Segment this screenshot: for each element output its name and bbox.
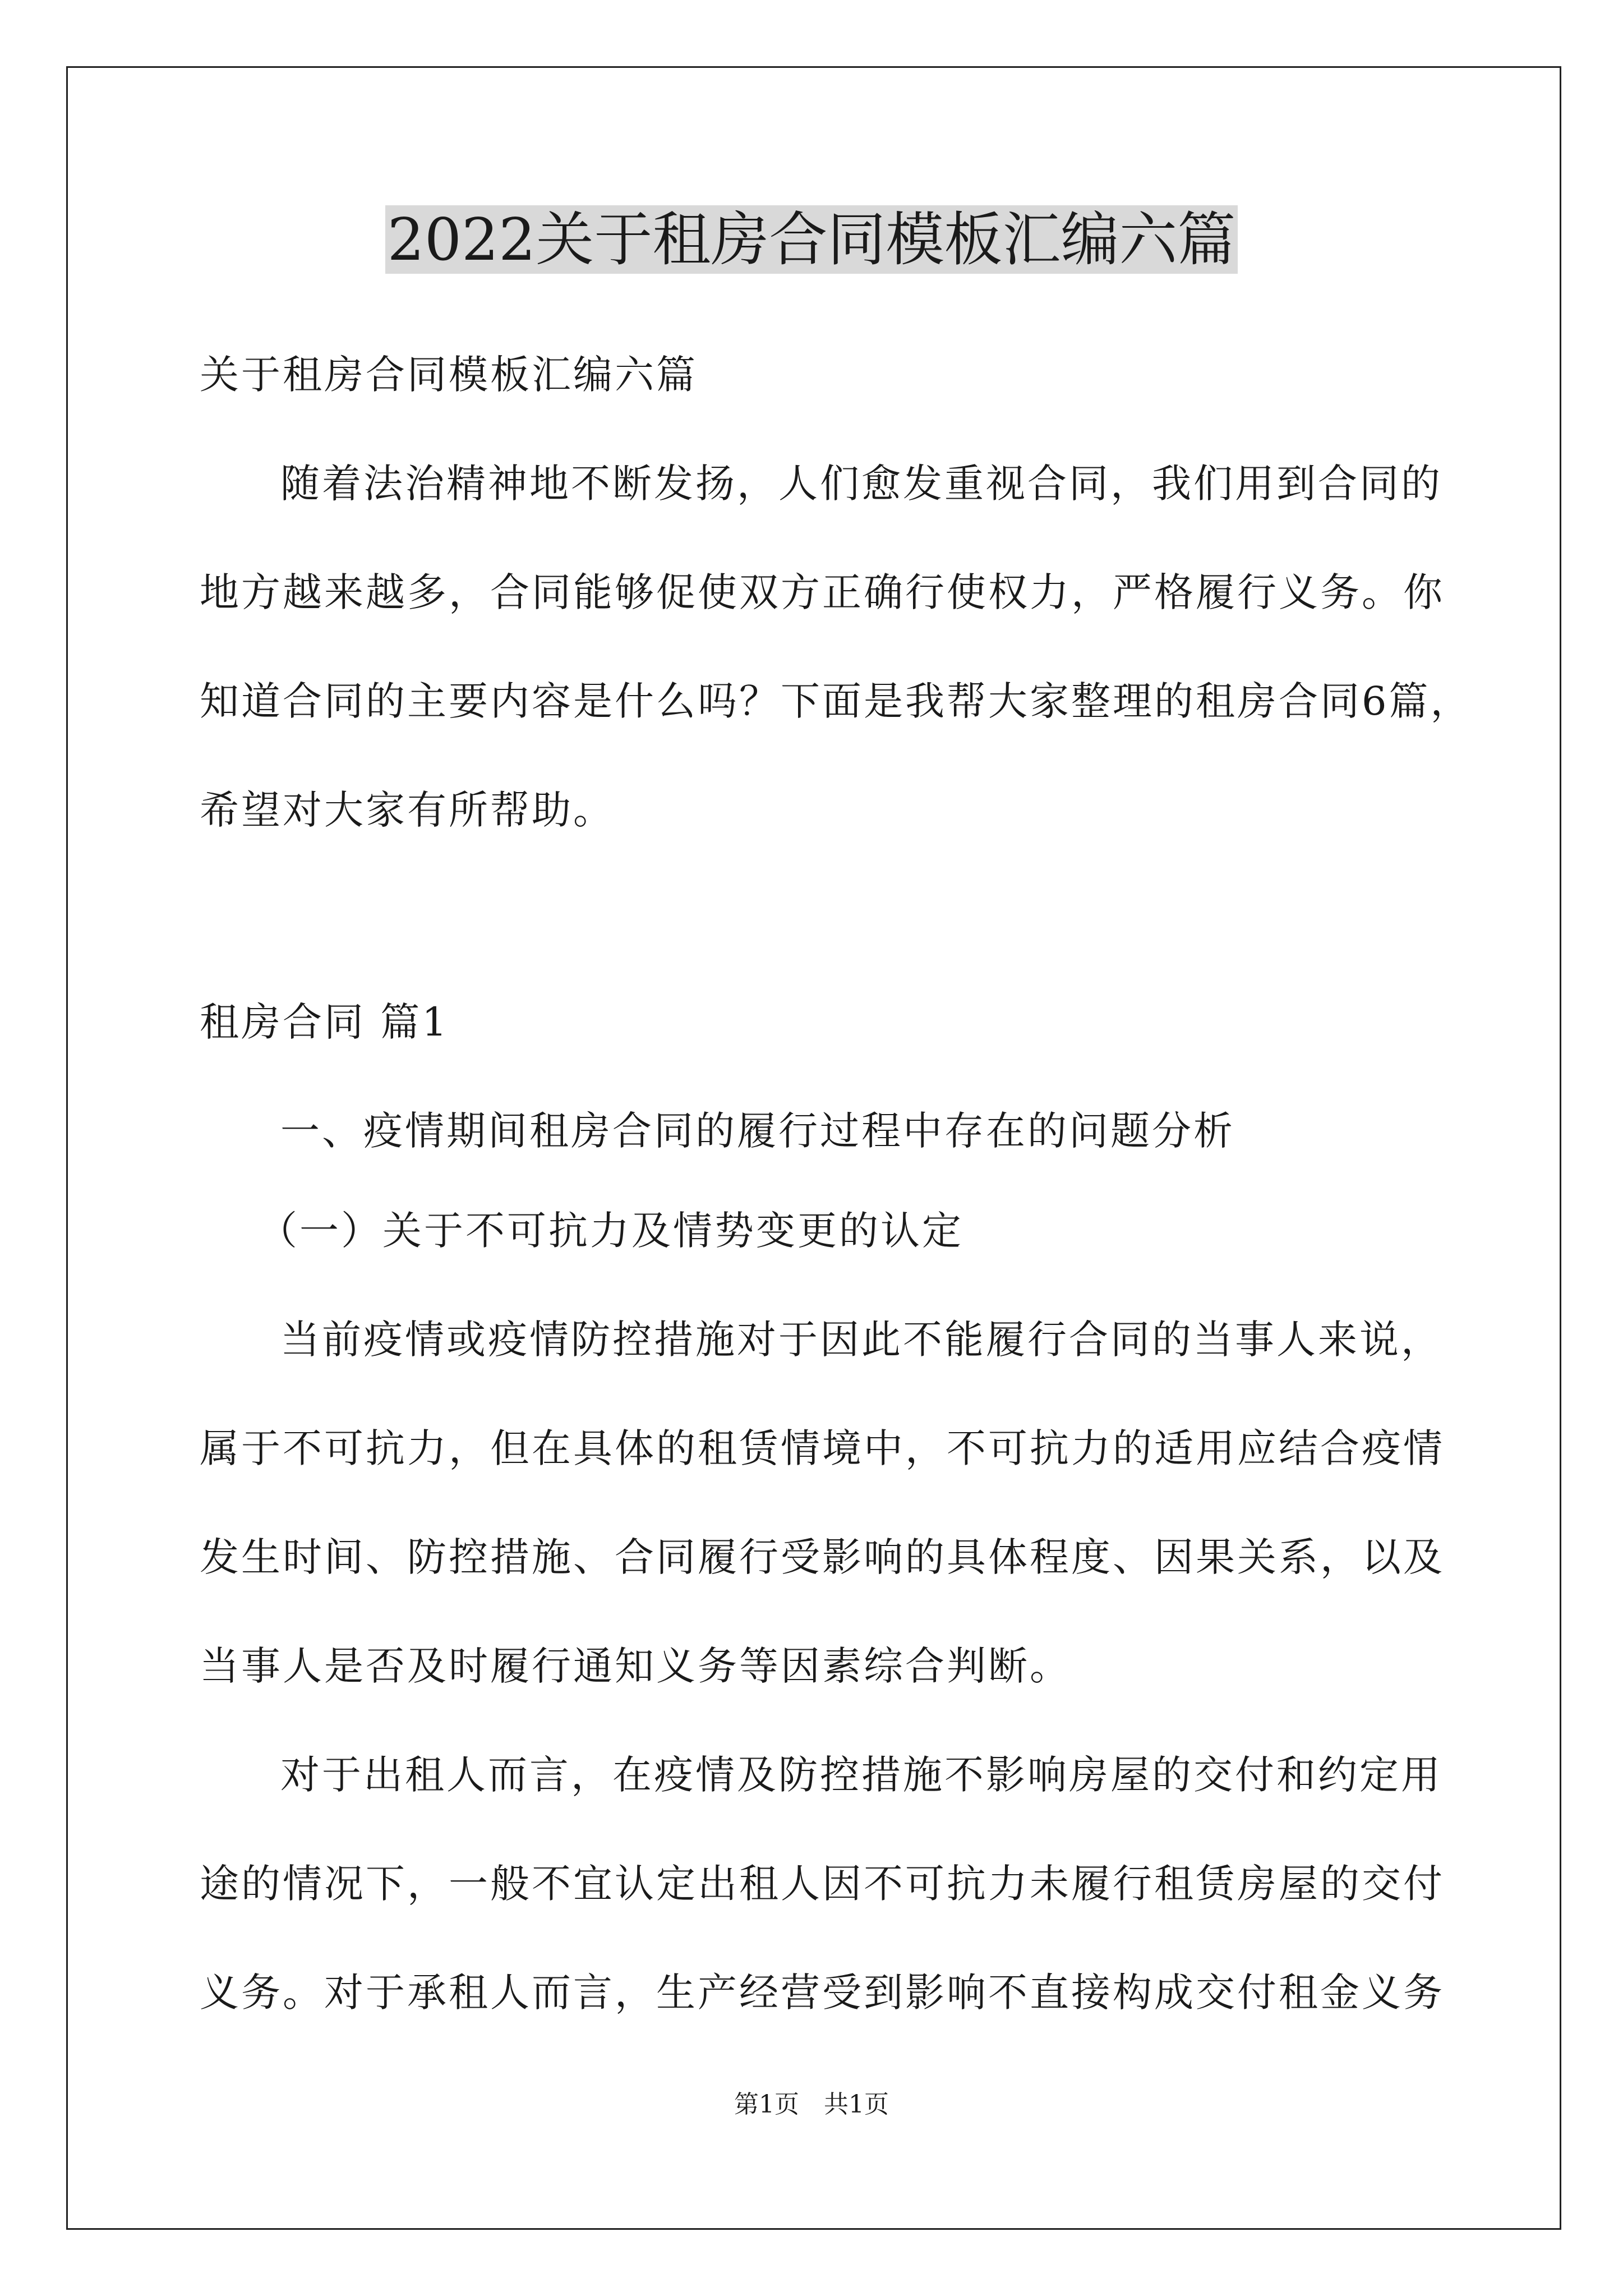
paragraph-line: 对于出租人而言，在疫情及防控措施不影响房屋的交付和约定用 <box>280 1752 1442 1798</box>
paragraph-line: 属于不可抗力，但在具体的租赁情境中，不可抗力的适用应结合疫情 <box>200 1425 1445 1471</box>
intro-line: 地方越来越多，合同能够促使双方正确行使权力，严格履行义务。你 <box>200 569 1445 615</box>
paragraph-line: 发生时间、防控措施、合同履行受影响的具体程度、因果关系，以及 <box>200 1534 1445 1580</box>
sub-heading: （一）关于不可抗力及情势变更的认定 <box>258 1208 963 1254</box>
subtitle: 关于租房合同模板汇编六篇 <box>200 352 698 398</box>
section-heading: 租房合同 篇1 <box>200 999 449 1045</box>
paragraph-line: 义务。对于承租人而言，生产经营受到影响不直接构成交付租金义务 <box>200 1970 1445 2016</box>
document-title-text: 2022关于租房合同模板汇编六篇 <box>385 205 1238 274</box>
intro-line: 知道合同的主要内容是什么吗？下面是我帮大家整理的租房合同6篇， <box>200 678 1472 724</box>
document-title <box>0 197 1623 282</box>
paragraph-line: 当前疫情或疫情防控措施对于因此不能履行合同的当事人来说， <box>280 1317 1442 1363</box>
part-heading: 一、疫情期间租房合同的履行过程中存在的问题分析 <box>280 1108 1235 1154</box>
page-footer: 第1页 共1页 <box>734 2090 889 2119</box>
paragraph-line: 当事人是否及时履行通知义务等因素综合判断。 <box>200 1643 1071 1689</box>
intro-line: 随着法治精神地不断发扬，人们愈发重视合同，我们用到合同的 <box>280 461 1442 507</box>
paragraph-line: 途的情况下，一般不宜认定出租人因不可抗力未履行租赁房屋的交付 <box>200 1861 1445 1907</box>
intro-line: 希望对大家有所帮助。 <box>200 787 615 833</box>
